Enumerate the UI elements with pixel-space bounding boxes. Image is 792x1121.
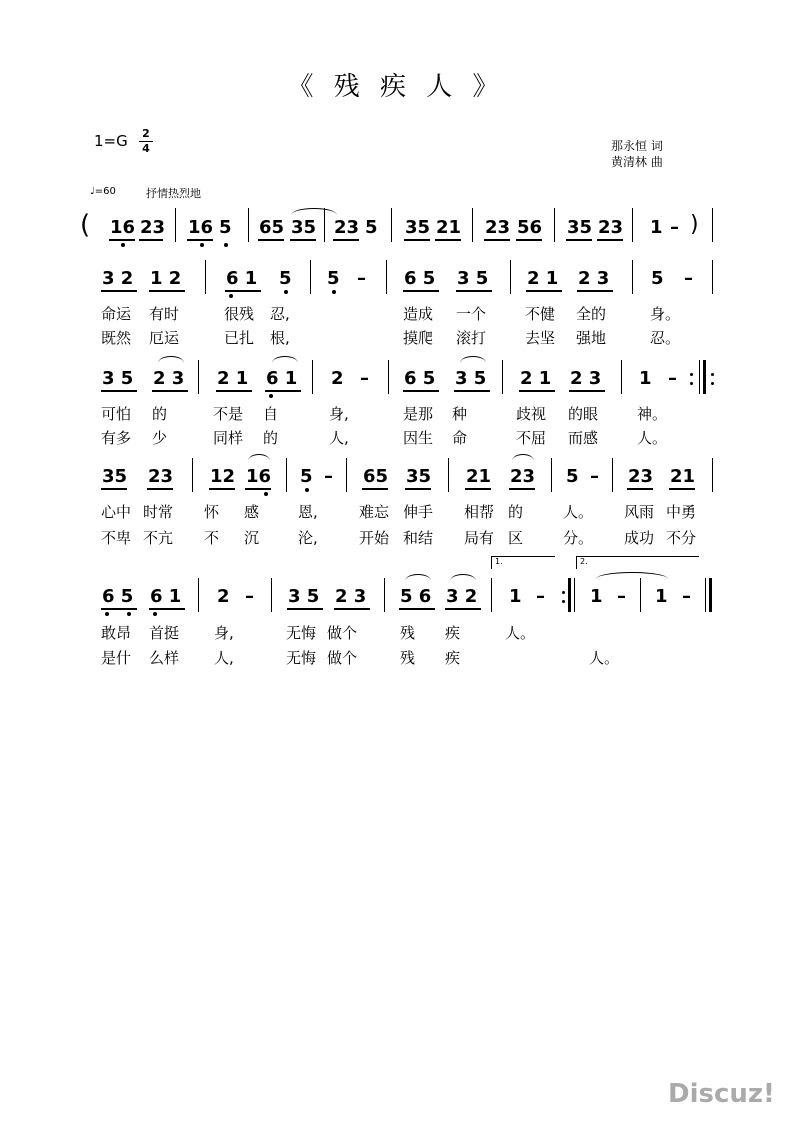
- note-group: 5: [279, 268, 292, 289]
- underline: [334, 608, 370, 610]
- lyric: 成功: [624, 529, 655, 547]
- underline: [435, 239, 461, 241]
- slur: [460, 356, 486, 363]
- lyric: 造成: [403, 305, 434, 323]
- bar-line: [286, 458, 287, 492]
- note-group: 2: [331, 368, 344, 389]
- note-group: 2 3: [578, 268, 610, 289]
- meter-top: 2: [142, 127, 150, 140]
- lyric: 忍,: [270, 305, 290, 323]
- lyric: 忍。: [650, 329, 681, 347]
- note-group: 35: [405, 217, 431, 238]
- underline: [465, 488, 491, 490]
- lyric: 强地: [576, 329, 607, 347]
- underline: [333, 239, 359, 241]
- low-octave-dot: [200, 243, 204, 247]
- bar-line: [391, 208, 392, 242]
- note-group: 6 5: [404, 268, 436, 289]
- lyric: 全的: [576, 305, 607, 323]
- note-group: 5: [651, 268, 664, 289]
- underline: [245, 488, 271, 490]
- lyric: 么样: [149, 649, 180, 667]
- bar-line: [712, 260, 713, 294]
- low-octave-dot: [127, 612, 131, 616]
- bar-line: [386, 260, 387, 294]
- bar-line: [612, 458, 613, 492]
- low-octave-dot: [284, 290, 288, 294]
- underline: [216, 390, 252, 392]
- note-group: 16: [246, 466, 272, 487]
- bar-line: [699, 360, 700, 394]
- note-group: 1: [639, 368, 652, 389]
- underline: [258, 239, 284, 241]
- lyric: 相帮: [464, 503, 495, 521]
- lyric: 做个: [327, 649, 358, 667]
- underline: [187, 239, 213, 241]
- lyric: 人。: [505, 624, 536, 642]
- underline: [399, 608, 435, 610]
- lyric: 的眼: [568, 405, 599, 423]
- note-group: 2: [217, 586, 230, 607]
- note-group: –: [617, 586, 626, 607]
- note-group: 5: [365, 217, 378, 238]
- note-group: 5: [566, 466, 579, 487]
- low-octave-dot: [305, 488, 309, 492]
- note-group: 6 1: [266, 368, 298, 389]
- underline: [403, 290, 439, 292]
- note-group: –: [682, 586, 691, 607]
- lyric: 不健: [525, 305, 556, 323]
- lyric: 人。: [589, 649, 620, 667]
- lyric: 首挺: [149, 624, 180, 642]
- lyric: 既然: [101, 329, 132, 347]
- underline: [597, 239, 623, 241]
- lyric: 分。: [563, 529, 594, 547]
- lyric: 沦,: [298, 529, 318, 547]
- note-group: 56: [517, 217, 543, 238]
- underline: [405, 488, 431, 490]
- lyric: 歧视: [516, 405, 547, 423]
- underline: [362, 488, 388, 490]
- note-group: 16: [110, 217, 136, 238]
- underline: [484, 239, 510, 241]
- lyric: 有多: [101, 429, 132, 447]
- lyric: 时常: [143, 503, 174, 521]
- key-signature: 1=G: [94, 132, 128, 150]
- note-group: 5: [300, 466, 313, 487]
- underline: [627, 488, 653, 490]
- lyric: 疾: [445, 624, 461, 642]
- note-group: 1: [655, 586, 668, 607]
- note-group: 6 5: [102, 586, 134, 607]
- underline: [569, 390, 605, 392]
- note-group: 3 5: [457, 268, 489, 289]
- note-group: –: [536, 586, 545, 607]
- note-group: –: [668, 368, 677, 389]
- lyric: 人,: [214, 649, 234, 667]
- lyric: 而感: [568, 429, 599, 447]
- note-group: 3 5: [102, 368, 134, 389]
- watermark-logo: Discuz!: [668, 1079, 775, 1109]
- low-octave-dot: [105, 612, 109, 616]
- note-group: –: [360, 368, 369, 389]
- tempo-marking: ♩=60: [90, 186, 116, 197]
- repeat-bar: [568, 578, 571, 612]
- note-group: 3 5: [288, 586, 320, 607]
- volta-first-ending: 1.: [491, 556, 555, 569]
- lyric: 中勇: [666, 503, 697, 521]
- low-octave-dot: [224, 243, 228, 247]
- note-group: –: [357, 268, 366, 289]
- slur: [405, 574, 431, 581]
- underline: [566, 239, 592, 241]
- bar-line: [632, 260, 633, 294]
- underline: [290, 239, 316, 241]
- note-group: 12: [210, 466, 236, 487]
- note-group: 2 3: [153, 368, 185, 389]
- low-octave-dot: [332, 290, 336, 294]
- low-octave-dot: [121, 243, 125, 247]
- slur: [596, 572, 668, 579]
- note-group: 23: [334, 217, 360, 238]
- bar-line: [574, 578, 575, 612]
- note-group: 2 3: [335, 586, 367, 607]
- note-group: 65: [259, 217, 285, 238]
- close-paren: ): [690, 212, 699, 237]
- bar-line: [271, 578, 272, 612]
- note-group: 23: [148, 466, 174, 487]
- bar-line: [712, 458, 713, 492]
- slur: [450, 574, 476, 581]
- underline: [101, 488, 127, 490]
- low-octave-dot: [229, 294, 233, 298]
- note-group: 2 1: [527, 268, 559, 289]
- note-group: 5 6: [400, 586, 432, 607]
- lyric: 的: [152, 405, 168, 423]
- underline: [287, 608, 323, 610]
- note-group: 1: [509, 586, 522, 607]
- lyric: 滚打: [456, 329, 487, 347]
- lyric: 自: [263, 405, 279, 423]
- underline: [209, 488, 235, 490]
- note-group: 5: [219, 217, 232, 238]
- underline: [147, 488, 173, 490]
- underline: [456, 290, 492, 292]
- lyric: 是什: [101, 649, 132, 667]
- lyric: 怀: [204, 503, 220, 521]
- underline: [403, 390, 439, 392]
- underline: [265, 390, 301, 392]
- underline: [101, 390, 137, 392]
- bar-line: [632, 208, 633, 242]
- bar-line: [312, 360, 313, 394]
- lyric: 可怕: [101, 405, 132, 423]
- lyric: 不卑: [101, 529, 132, 547]
- note-group: 6 5: [404, 368, 436, 389]
- note-group: 3 5: [455, 368, 487, 389]
- underline: [526, 290, 562, 292]
- bar-line: [640, 578, 641, 612]
- underline: [669, 488, 695, 490]
- underline: [101, 290, 137, 292]
- bar-line: [346, 458, 347, 492]
- note-group: 16: [188, 217, 214, 238]
- page-title: 《 残 疾 人 》: [287, 72, 505, 102]
- lyric: 不亢: [143, 529, 174, 547]
- bar-line: [712, 208, 713, 242]
- note-group: 23: [140, 217, 166, 238]
- note-group: 23: [485, 217, 511, 238]
- lyric: 的: [508, 503, 524, 521]
- bar-line: [551, 458, 552, 492]
- lyric: 少: [152, 429, 168, 447]
- note-group: –: [670, 217, 679, 238]
- underline: [577, 290, 613, 292]
- lyric: 一个: [456, 305, 487, 323]
- lyric: 无悔: [286, 649, 317, 667]
- underline: [509, 488, 535, 490]
- lyric: 感: [244, 503, 260, 521]
- low-octave-dot: [264, 492, 268, 496]
- underline: [149, 290, 185, 292]
- note-group: –: [684, 268, 693, 289]
- lyric: 恩,: [298, 503, 318, 521]
- note-group: –: [590, 466, 599, 487]
- bar-line: [248, 208, 249, 242]
- underline: [101, 608, 137, 610]
- note-group: 3 2: [102, 268, 134, 289]
- underline: [109, 239, 135, 241]
- lyric: 身。: [650, 305, 681, 323]
- bar-line: [510, 260, 511, 294]
- note-group: 23: [628, 466, 654, 487]
- underline: [445, 608, 481, 610]
- repeat-dot: [690, 373, 693, 376]
- bar-line: [192, 458, 193, 492]
- lyric: 神。: [637, 405, 668, 423]
- bar-line: [384, 578, 385, 612]
- bar-line: [472, 208, 473, 242]
- lyric: 根,: [270, 329, 290, 347]
- lyric: 残: [400, 624, 416, 642]
- note-group: 2 3: [570, 368, 602, 389]
- underline: [225, 290, 261, 292]
- note-group: 6 1: [150, 586, 182, 607]
- bar-line: [448, 458, 449, 492]
- open-paren: (: [80, 210, 91, 240]
- lyric: 不屈: [516, 429, 547, 447]
- repeat-dot: [690, 382, 693, 385]
- note-group: 1: [650, 217, 663, 238]
- bar-line: [554, 208, 555, 242]
- slur: [158, 356, 184, 363]
- note-group: 21: [436, 217, 462, 238]
- lyric: 人,: [329, 429, 349, 447]
- lyric: 很残: [224, 305, 255, 323]
- bar-line: [491, 578, 492, 612]
- slur: [512, 454, 534, 461]
- lyric: 区: [508, 529, 524, 547]
- lyric: 同样: [213, 429, 244, 447]
- lyric: 伸手: [403, 503, 434, 521]
- lyric: 心中: [101, 503, 132, 521]
- repeat-dot: [711, 382, 714, 385]
- bar-line: [621, 360, 622, 394]
- lyric: 敢昂: [101, 624, 132, 642]
- lyric: 和结: [403, 529, 434, 547]
- slur: [248, 454, 270, 461]
- note-group: 1: [590, 586, 603, 607]
- lyric: 种: [452, 405, 468, 423]
- lyric: 有时: [149, 305, 180, 323]
- lyric: 不分: [666, 529, 697, 547]
- lyric: 因生: [403, 429, 434, 447]
- underline: [152, 390, 188, 392]
- note-group: 35: [291, 217, 317, 238]
- repeat-bar: [703, 360, 706, 394]
- note-group: 21: [466, 466, 492, 487]
- underline: [454, 390, 490, 392]
- lyric: 去坚: [525, 329, 556, 347]
- bar-line: [388, 360, 389, 394]
- lyric: 无悔: [286, 624, 317, 642]
- bar-line: [310, 260, 311, 294]
- time-signature: [139, 128, 153, 155]
- repeat-dot: [562, 600, 565, 603]
- lyric: 摸爬: [403, 329, 434, 347]
- note-group: 23: [598, 217, 624, 238]
- lyricist-credit: 那永恒 词: [611, 139, 663, 153]
- bar-line: [175, 208, 176, 242]
- composer-credit: 黄清林 曲: [611, 155, 663, 169]
- meter-bottom: 4: [142, 142, 150, 155]
- note-group: 35: [102, 466, 128, 487]
- lyric: 人。: [637, 429, 668, 447]
- note-group: 2 1: [217, 368, 249, 389]
- low-octave-dot: [269, 394, 273, 398]
- bar-line: [198, 360, 199, 394]
- repeat-dot: [562, 591, 565, 594]
- note-group: 5: [327, 268, 340, 289]
- repeat-dot: [711, 373, 714, 376]
- expression-marking: 抒情热烈地: [146, 187, 201, 200]
- lyric: 疾: [445, 649, 461, 667]
- lyric: 难忘: [359, 503, 390, 521]
- note-group: 1 2: [150, 268, 182, 289]
- underline: [519, 390, 555, 392]
- lyric: 人。: [563, 503, 594, 521]
- bar-line: [502, 360, 503, 394]
- lyric: 命运: [101, 305, 132, 323]
- lyric: 厄运: [149, 329, 180, 347]
- low-octave-dot: [153, 612, 157, 616]
- lyric: 身,: [214, 624, 234, 642]
- lyric: 局有: [464, 529, 495, 547]
- note-group: –: [245, 586, 254, 607]
- slur: [291, 208, 337, 215]
- bar-line: [705, 578, 706, 612]
- note-group: 21: [670, 466, 696, 487]
- note-group: 6 1: [226, 268, 258, 289]
- lyric: 是那: [403, 405, 434, 423]
- lyric: 不是: [213, 405, 244, 423]
- slur: [272, 356, 298, 363]
- note-group: 35: [406, 466, 432, 487]
- note-group: 23: [510, 466, 536, 487]
- note-group: 3 2: [446, 586, 478, 607]
- underline: [149, 608, 185, 610]
- lyric: 做个: [327, 624, 358, 642]
- note-group: 35: [567, 217, 593, 238]
- lyric: 不: [204, 529, 220, 547]
- lyric: 沉: [244, 529, 260, 547]
- underline: [404, 239, 430, 241]
- bar-line: [205, 260, 206, 294]
- lyric: 开始: [359, 529, 390, 547]
- final-bar: [709, 578, 712, 612]
- lyric: 的: [263, 429, 279, 447]
- note-group: 65: [363, 466, 389, 487]
- lyric: 已扎: [224, 329, 255, 347]
- lyric: 身,: [329, 405, 349, 423]
- note-group: 2 1: [520, 368, 552, 389]
- underline: [139, 239, 163, 241]
- underline: [516, 239, 542, 241]
- note-group: –: [324, 466, 333, 487]
- lyric: 风雨: [624, 503, 655, 521]
- lyric: 残: [400, 649, 416, 667]
- lyric: 命: [452, 429, 468, 447]
- volta-second-ending: 2.: [576, 556, 699, 569]
- bar-line: [198, 578, 199, 612]
